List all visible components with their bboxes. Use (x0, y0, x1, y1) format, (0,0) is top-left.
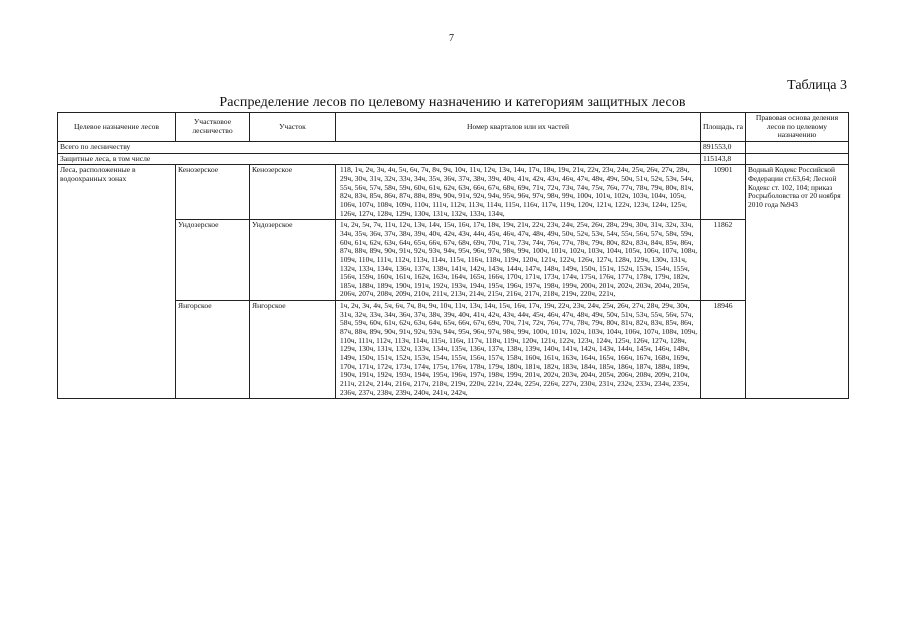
plot-cell: Кенозерское (250, 165, 336, 220)
district-cell: Ундозерское (176, 220, 250, 301)
quarters-cell: 118, 1ч, 2ч, 3ч, 4ч, 5ч, 6ч, 7ч, 8ч, 9ч, 10ч, 11ч, 12ч, 13ч, 14ч, 17ч, 18ч, 19ч, 21ч, 22ч, 23ч, 24ч, 25ч, 26ч, 27ч, 28ч, 29ч, 30ч, 31ч, 32ч, 33ч, 34ч, 35ч, 36ч, 37ч, 38ч, 39ч, 40ч, 41ч, 42ч, 43ч, 46ч, 47ч, 48ч, 49ч, 50ч, 51ч, 52ч, 53ч, 54ч, 55ч, 56ч, 57ч, 58ч, 59ч, 60ч, 61ч, 62ч, 63ч, 66ч, 67ч, 68ч, 69ч, 71ч, 72ч, 73ч, 74ч, 75ч, 76ч, 77ч, 78ч, 79ч, 80ч, 81ч, 82ч, 83ч, 85ч, 86ч, 87ч, 88ч, 89ч, 90ч, 91ч, 92ч, 94ч, 95ч, 96ч, 97ч, 98ч, 99ч, 100ч, 101ч, 102ч, 103ч, 104ч, 105ч, 106ч, 107ч, 108ч, 109ч, 110ч, 111ч, 112ч, 113ч, 114ч, 115ч, 116ч, 117ч, 119ч, 120ч, 121ч, 122ч, 123ч, 124ч, 125ч, 126ч, 127ч, 128ч, 129ч, 130ч, 131ч, 132ч, 133ч, 134ч, (336, 165, 701, 220)
total-label: Всего по лесничеству (58, 141, 701, 153)
document-title: Распределение лесов по целевому назначению и категориям защитных лесов (219, 95, 686, 110)
area-cell: 11862 (701, 220, 746, 301)
header-row (58, 113, 849, 142)
header-purpose: Целевое назначение лесов (58, 113, 176, 142)
total-row (58, 141, 849, 153)
quarters-cell: 1ч, 2ч, 5ч, 7ч, 11ч, 12ч, 13ч, 14ч, 15ч, 16ч, 17ч, 18ч, 19ч, 21ч, 22ч, 23ч, 24ч, 25ч, 26ч, 28ч, 29ч, 30ч, 31ч, 32ч, 33ч, 34ч, 35ч, 36ч, 37ч, 38ч, 39ч, 40ч, 42ч, 43ч, 44ч, 45ч, 46ч, 47ч, 48ч, 49ч, 50ч, 52ч, 53ч, 54ч, 55ч, 56ч, 57ч, 58ч, 59ч, 60ч, 61ч, 62ч, 63ч, 64ч, 65ч, 66ч, 67ч, 68ч, 69ч, 70ч, 71ч, 73ч, 74ч, 76ч, 77ч, 78ч, 79ч, 80ч, 82ч, 83ч, 84ч, 85ч, 86ч, 87ч, 88ч, 89ч, 90ч, 91ч, 92ч, 93ч, 94ч, 95ч, 96ч, 97ч, 98ч, 99ч, 100ч, 101ч, 102ч, 103ч, 104ч, 105ч, 106ч, 107ч, 108ч, 109ч, 110ч, 111ч, 112ч, 113ч, 114ч, 115ч, 116ч, 118ч, 119ч, 120ч, 121ч, 122ч, 126ч, 127ч, 128ч, 129ч, 130ч, 131ч, 132ч, 133ч, 134ч, 136ч, 137ч, 138ч, 141ч, 142ч, 143ч, 144ч, 147ч, 148ч, 149ч, 150ч, 151ч, 152ч, 153ч, 154ч, 155ч, 156ч, 159ч, 160ч, 161ч, 162ч, 163ч, 164ч, 165ч, 166ч, 170ч, 171ч, 173ч, 174ч, 175ч, 176ч, 177ч, 178ч, 179ч, 182ч, 185ч, 188ч, 189ч, 190ч, 191ч, 192ч, 193ч, 194ч, 195ч, 196ч, 197ч, 198ч, 199ч, 200ч, 201ч, 202ч, 203ч, 204ч, 205ч, 206ч, 207ч, 208ч, 209ч, 210ч, 211ч, 213ч, 214ч, 215ч, 216ч, 217ч, 218ч, 219ч, 220ч, 221ч, (336, 220, 701, 301)
table-row (58, 165, 849, 220)
header-area: Площадь, га (701, 113, 746, 142)
plot-cell: Ундозерское (250, 220, 336, 301)
district-cell: Кенозерское (176, 165, 250, 220)
header-plot: Участок (250, 113, 336, 142)
total-area: 891553,0 (701, 141, 746, 153)
table-row (58, 301, 849, 399)
area-cell: 18946 (701, 301, 746, 399)
plot-cell: Янгорское (250, 301, 336, 399)
quarters-cell: 1ч, 2ч, 3ч, 4ч, 5ч, 6ч, 7ч, 8ч, 9ч, 10ч, 11ч, 13ч, 14ч, 15ч, 16ч, 17ч, 19ч, 22ч, 23ч, 24ч, 25ч, 26ч, 27ч, 28ч, 29ч, 30ч, 31ч, 32ч, 33ч, 34ч, 36ч, 37ч, 38ч, 39ч, 40ч, 41ч, 42ч, 43ч, 44ч, 45ч, 46ч, 47ч, 48ч, 49ч, 50ч, 51ч, 53ч, 55ч, 56ч, 57ч, 58ч, 59ч, 60ч, 61ч, 62ч, 63ч, 64ч, 65ч, 66ч, 67ч, 69ч, 70ч, 71ч, 72ч, 76ч, 77ч, 78ч, 79ч, 80ч, 81ч, 82ч, 83ч, 85ч, 86ч, 87ч, 88ч, 89ч, 90ч, 91ч, 92ч, 93ч, 94ч, 95ч, 96ч, 97ч, 98ч, 99ч, 100ч, 101ч, 102ч, 103ч, 104ч, 106ч, 107ч, 108ч, 109ч, 110ч, 111ч, 112ч, 113ч, 114ч, 115ч, 116ч, 117ч, 118ч, 119ч, 120ч, 121ч, 122ч, 123ч, 124ч, 125ч, 126ч, 127ч, 128ч, 129ч, 130ч, 131ч, 132ч, 133ч, 134ч, 135ч, 136ч, 137ч, 138ч, 139ч, 140ч, 141ч, 142ч, 143ч, 144ч, 145ч, 146ч, 148ч, 149ч, 150ч, 151ч, 152ч, 153ч, 154ч, 155ч, 156ч, 157ч, 158ч, 160ч, 161ч, 163ч, 164ч, 165ч, 166ч, 167ч, 168ч, 169ч, 170ч, 171ч, 172ч, 173ч, 174ч, 175ч, 176ч, 178ч, 179ч, 180ч, 181ч, 182ч, 183ч, 184ч, 185ч, 186ч, 187ч, 188ч, 189ч, 190ч, 191ч, 192ч, 193ч, 194ч, 195ч, 196ч, 197ч, 198ч, 199ч, 201ч, 202ч, 203ч, 204ч, 205ч, 206ч, 208ч, 209ч, 210ч, 211ч, 212ч, 214ч, 216ч, 217ч, 218ч, 219ч, 220ч, 221ч, 224ч, 225ч, 226ч, 227ч, 230ч, 231ч, 232ч, 233ч, 234ч, 235ч, 236ч, 237ч, 238ч, 239ч, 240ч, 241ч, 242ч, (336, 301, 701, 399)
total-legal-cell (746, 141, 849, 153)
table-row (58, 220, 849, 301)
protective-row (58, 153, 849, 165)
area-cell: 10901 (701, 165, 746, 220)
category-cell: Леса, расположенные в водоохранных зонах (58, 165, 176, 399)
header-quarters: Номер кварталов или их частей (336, 113, 701, 142)
protective-label: Защитные леса, в том числе (58, 153, 701, 165)
district-cell: Янгорское (176, 301, 250, 399)
header-legal: Правовая основа деления лесов по целевому назначению (746, 113, 849, 142)
protective-area: 115143,8 (701, 153, 746, 165)
page-number: 7 (449, 33, 454, 44)
legal-basis-cell: Водный Кодекс Российской Федерации ст.63,64; Лесной Кодекс ст. 102, 104; приказ Росрыболовства от 20 ноября 2010 года №943 (746, 165, 849, 399)
forest-distribution-table (57, 112, 849, 399)
header-district: Участковое лесничество (176, 113, 250, 142)
protective-legal-cell (746, 153, 849, 165)
table-label: Таблица 3 (787, 78, 847, 93)
